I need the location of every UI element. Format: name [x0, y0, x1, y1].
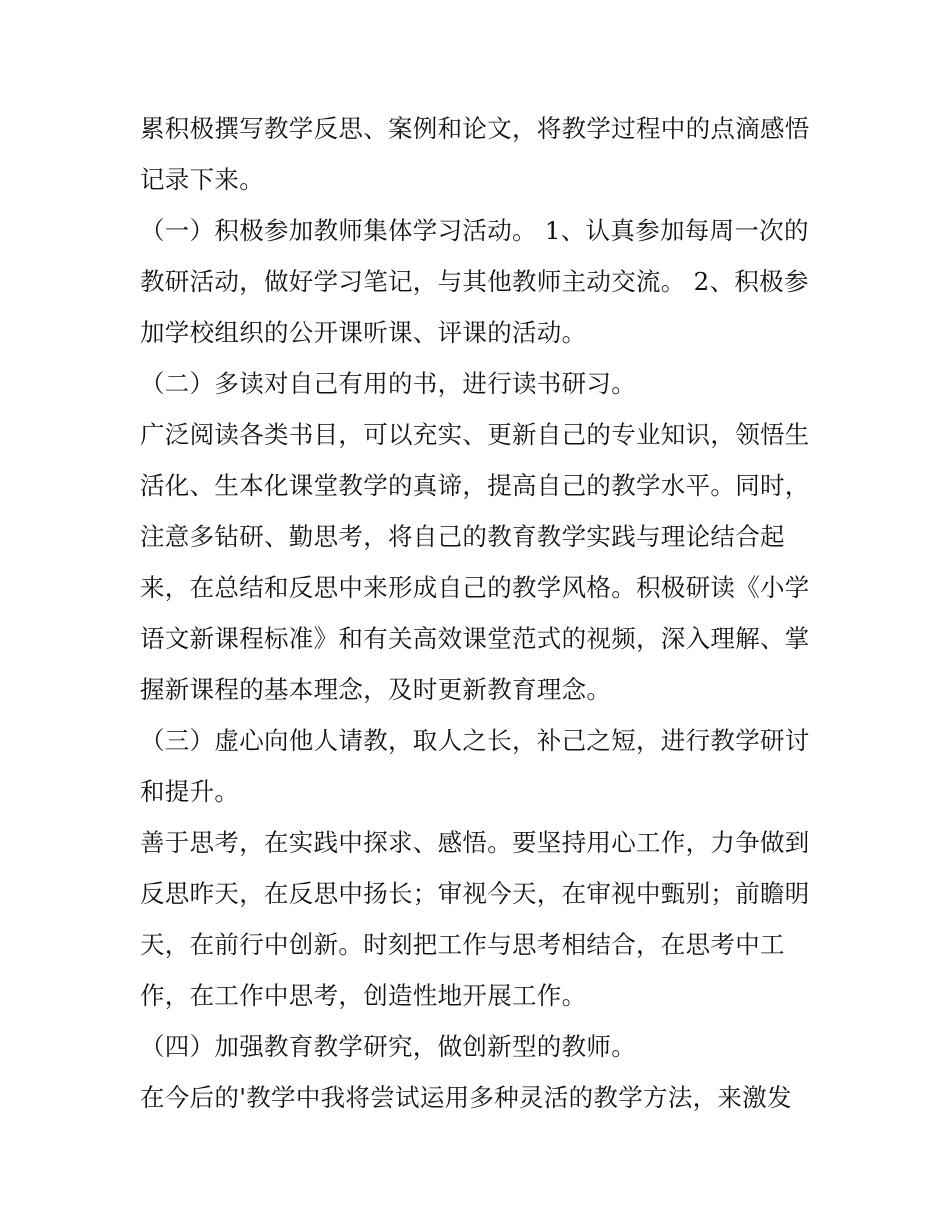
text-line: 广泛阅读各类书目，可以充实、更新自己的专业知识，领悟生 — [140, 420, 810, 449]
text-line: 语文新课程标准》和有关高效课堂范式的视频，深入理解、掌 — [140, 624, 810, 653]
text-line: 握新课程的基本理念，及时更新教育理念。 — [140, 675, 612, 704]
text-line: 教研活动，做好学习笔记，与其他教师主动交流。 2、积极参 — [140, 267, 809, 296]
text-line: 作，在工作中思考，创造性地开展工作。 — [140, 981, 587, 1010]
text-line: 反思昨天，在反思中扬长；审视今天，在审视中甄别；前瞻明 — [140, 879, 810, 908]
text-line: 记录下来。 — [140, 165, 264, 194]
section-heading-4: （四）加强教育教学研究，做创新型的教师。 — [140, 1032, 636, 1061]
text-line: 加学校组织的公开课听课、评课的活动。 — [140, 318, 587, 347]
section-heading-1: （一）积极参加教师集体学习活动。 1、认真参加每周一次的 — [140, 216, 809, 245]
text-line: 和提升。 — [140, 777, 240, 806]
text-line: 累积极撰写教学反思、案例和论文，将教学过程中的点滴感悟 — [140, 114, 810, 143]
text-line: 活化、生本化课堂教学的真谛，提高自己的教学水平。同时， — [140, 471, 810, 500]
section-heading-3: （三）虚心向他人请教，取人之长，补己之短，进行教学研讨 — [140, 726, 810, 755]
section-heading-2: （二）多读对自己有用的书，进行读书研习。 — [140, 369, 636, 398]
text-line: 善于思考，在实践中探求、感悟。要坚持用心工作，力争做到 — [140, 828, 810, 857]
document-body — [140, 103, 820, 1123]
text-line: 天，在前行中创新。时刻把工作与思考相结合，在思考中工 — [140, 930, 785, 959]
text-line: 注意多钻研、勤思考，将自己的教育教学实践与理论结合起 — [140, 522, 785, 551]
text-line: 来，在总结和反思中来形成自己的教学风格。积极研读《小学 — [140, 573, 810, 602]
text-line: 在今后的'教学中我将尝试运用多种灵活的教学方法，来激发 — [140, 1083, 792, 1112]
